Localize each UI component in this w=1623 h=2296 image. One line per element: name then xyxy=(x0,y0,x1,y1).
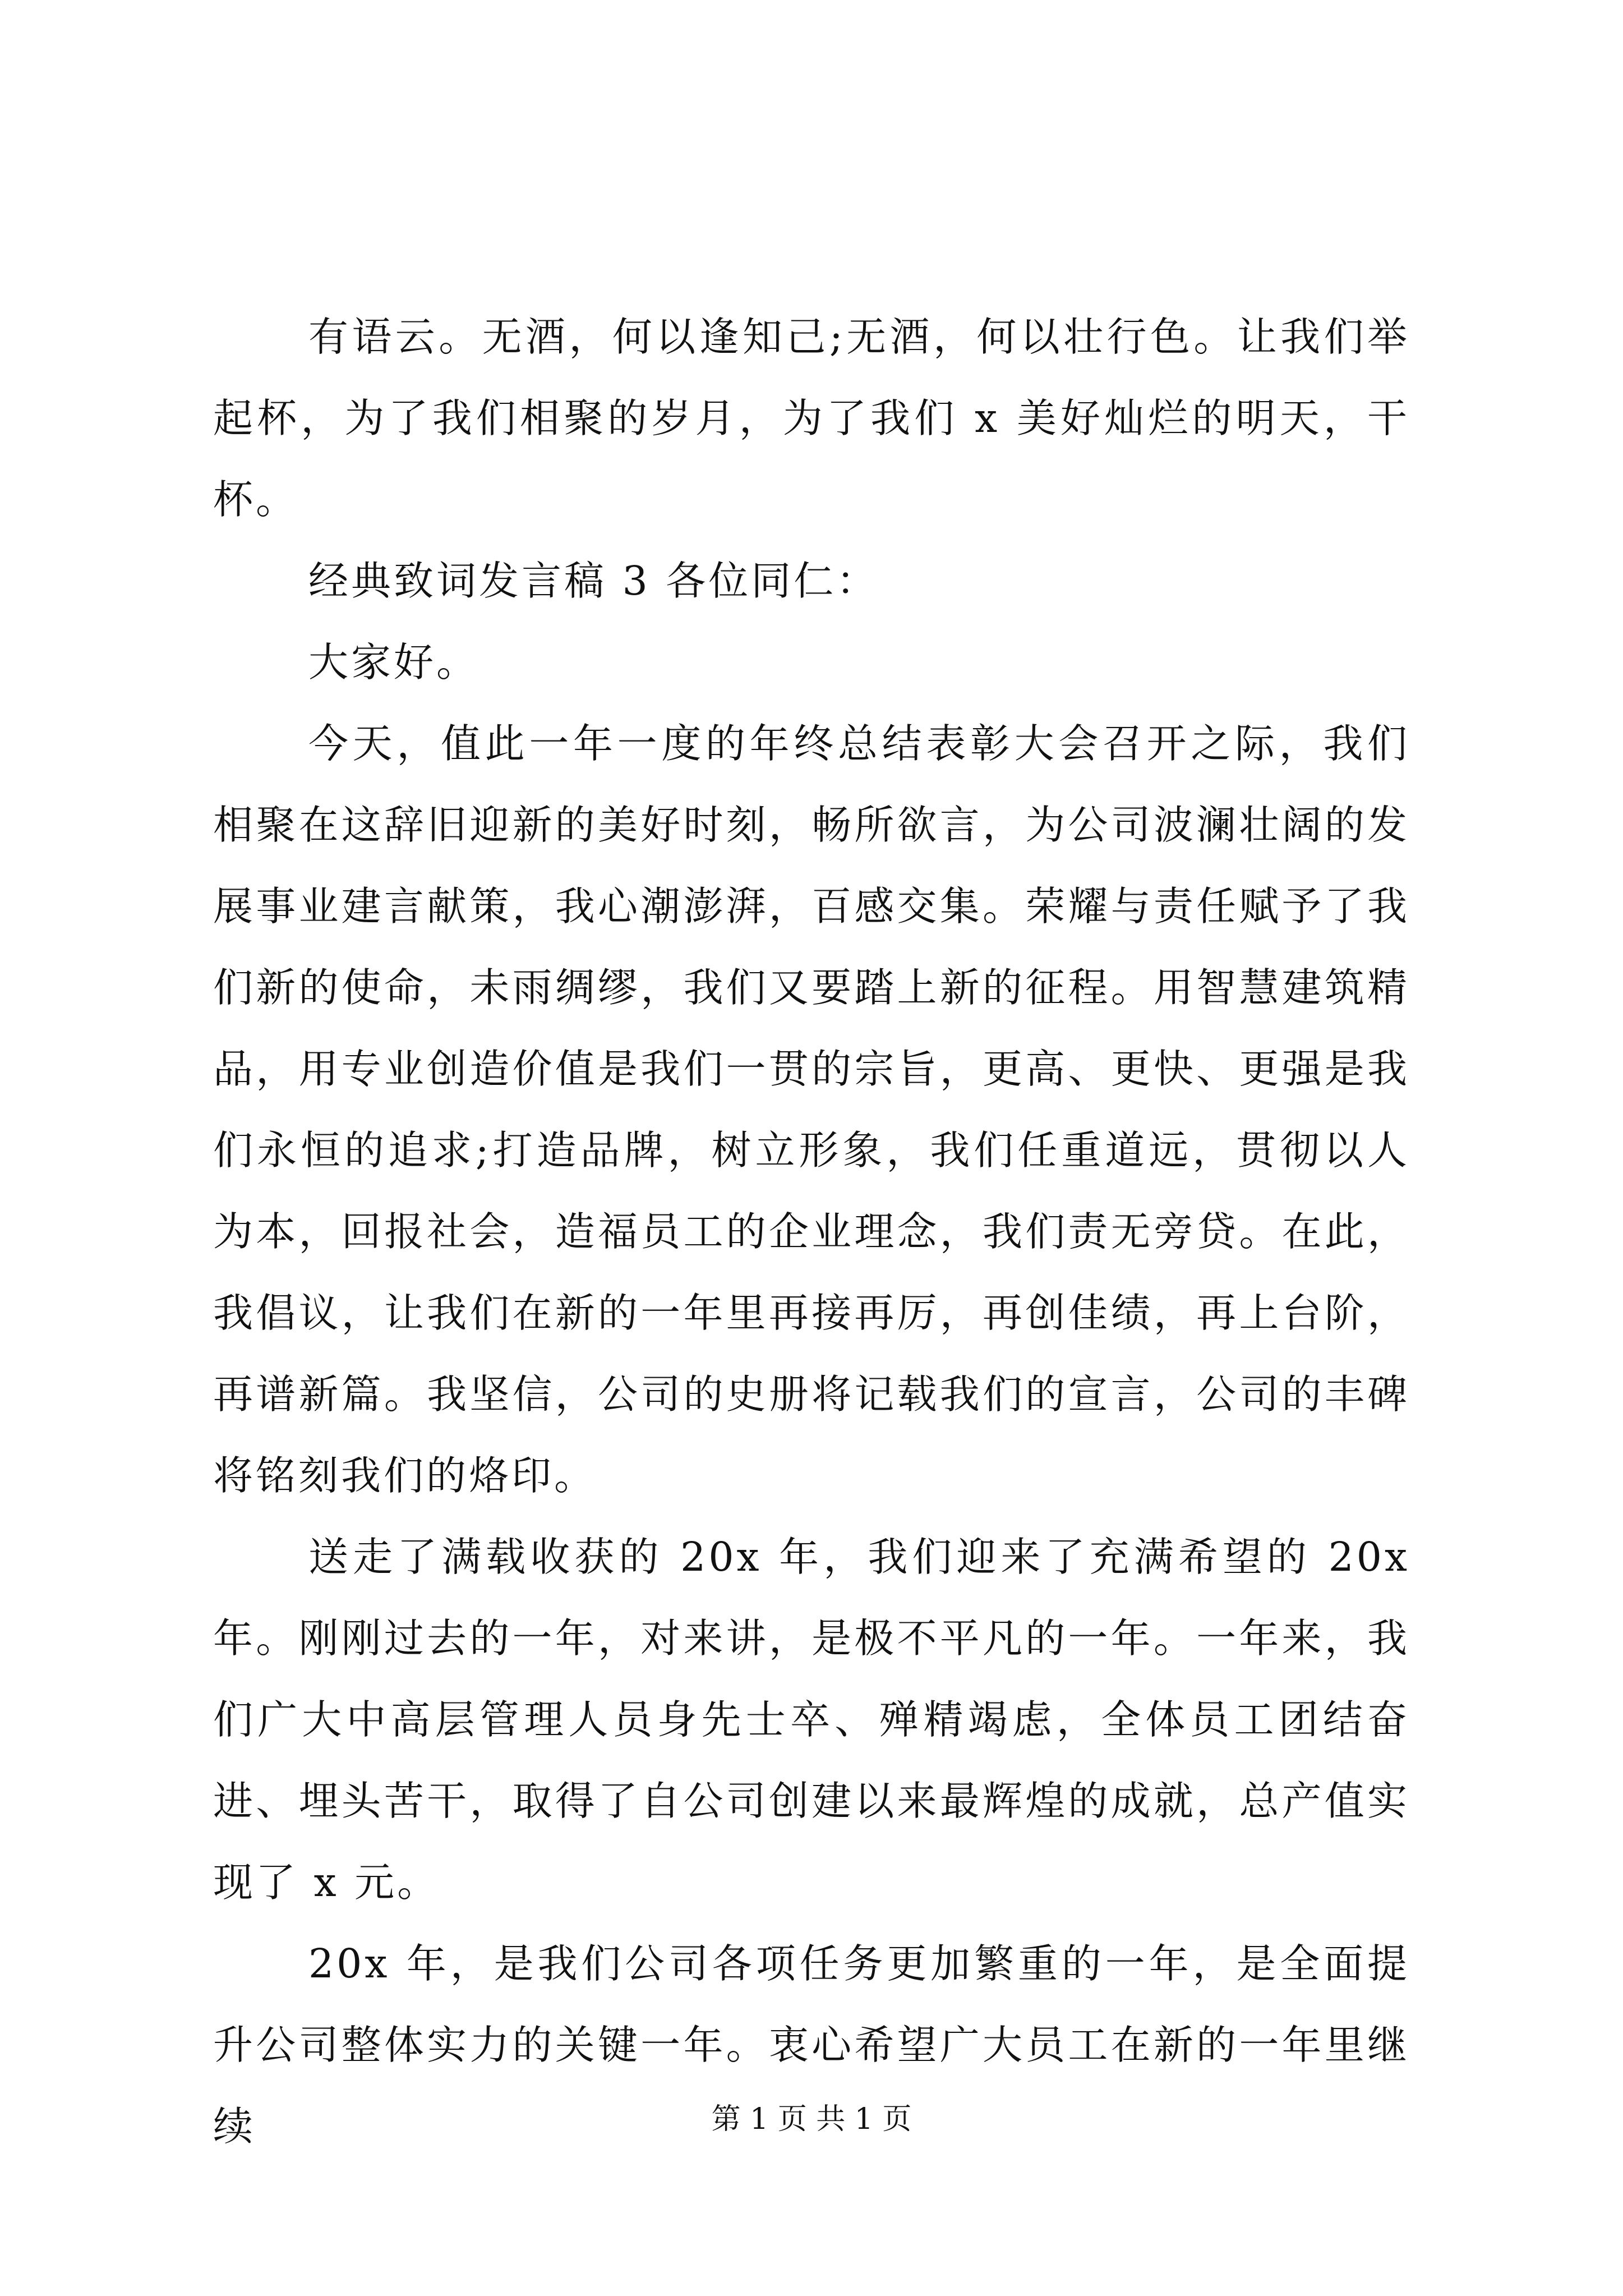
paragraph-year-review: 送走了满载收获的 20x 年，我们迎来了充满希望的 20x 年。刚刚过去的一年，对来讲，是极不平凡的一年。一年来，我们广大中高层管理人员身先士卒、殚精竭虑，全体员工团结奋进、埋头苦干，取得了自公司创建以来最辉煌的成就，总产值实现了 x 元。 xyxy=(213,1534,1410,1906)
paragraph-opening: 今天，值此一年一度的年终总结表彰大会召开之际，我们相聚在这辞旧迎新的美好时刻，畅所欲言，为公司波澜壮阔的发展事业建言献策，我心潮澎湃，百感交集。荣耀与责任赋予了我们新的使命，未雨绸缪，我们又要踏上新的征程。用智慧建筑精品，用专业创造价值是我们一贯的宗旨，更高、更快、更强是我们永恒的追求;打造品牌，树立形象，我们任重道远，贯彻以人为本，回报社会，造福员工的企业理念，我们责无旁贷。在此，我倡议，让我们在新的一年里再接再厉，再创佳绩，再上台阶，再谱新篇。我坚信，公司的史册将记载我们的宣言，公司的丰碑将铭刻我们的烙印。 xyxy=(213,720,1410,1499)
page-footer: 第 1 页 共 1 页 xyxy=(711,2102,912,2136)
document-body xyxy=(213,296,1410,2167)
paragraph-greeting: 大家好。 xyxy=(308,639,479,685)
paragraph-new-year: 20x 年，是我们公司各项任务更加繁重的一年，是全面提升公司整体实力的关键一年。衷心希望广大员工在新的一年里继续 xyxy=(213,1940,1410,2150)
paragraph-toast: 有语云。无酒，何以逢知己;无酒，何以壮行色。让我们举起杯，为了我们相聚的岁月，为了我们 x 美好灿烂的明天，干杯。 xyxy=(213,314,1410,523)
paragraph-speech-heading: 经典致词发言稿 3 各位同仁： xyxy=(308,558,879,604)
